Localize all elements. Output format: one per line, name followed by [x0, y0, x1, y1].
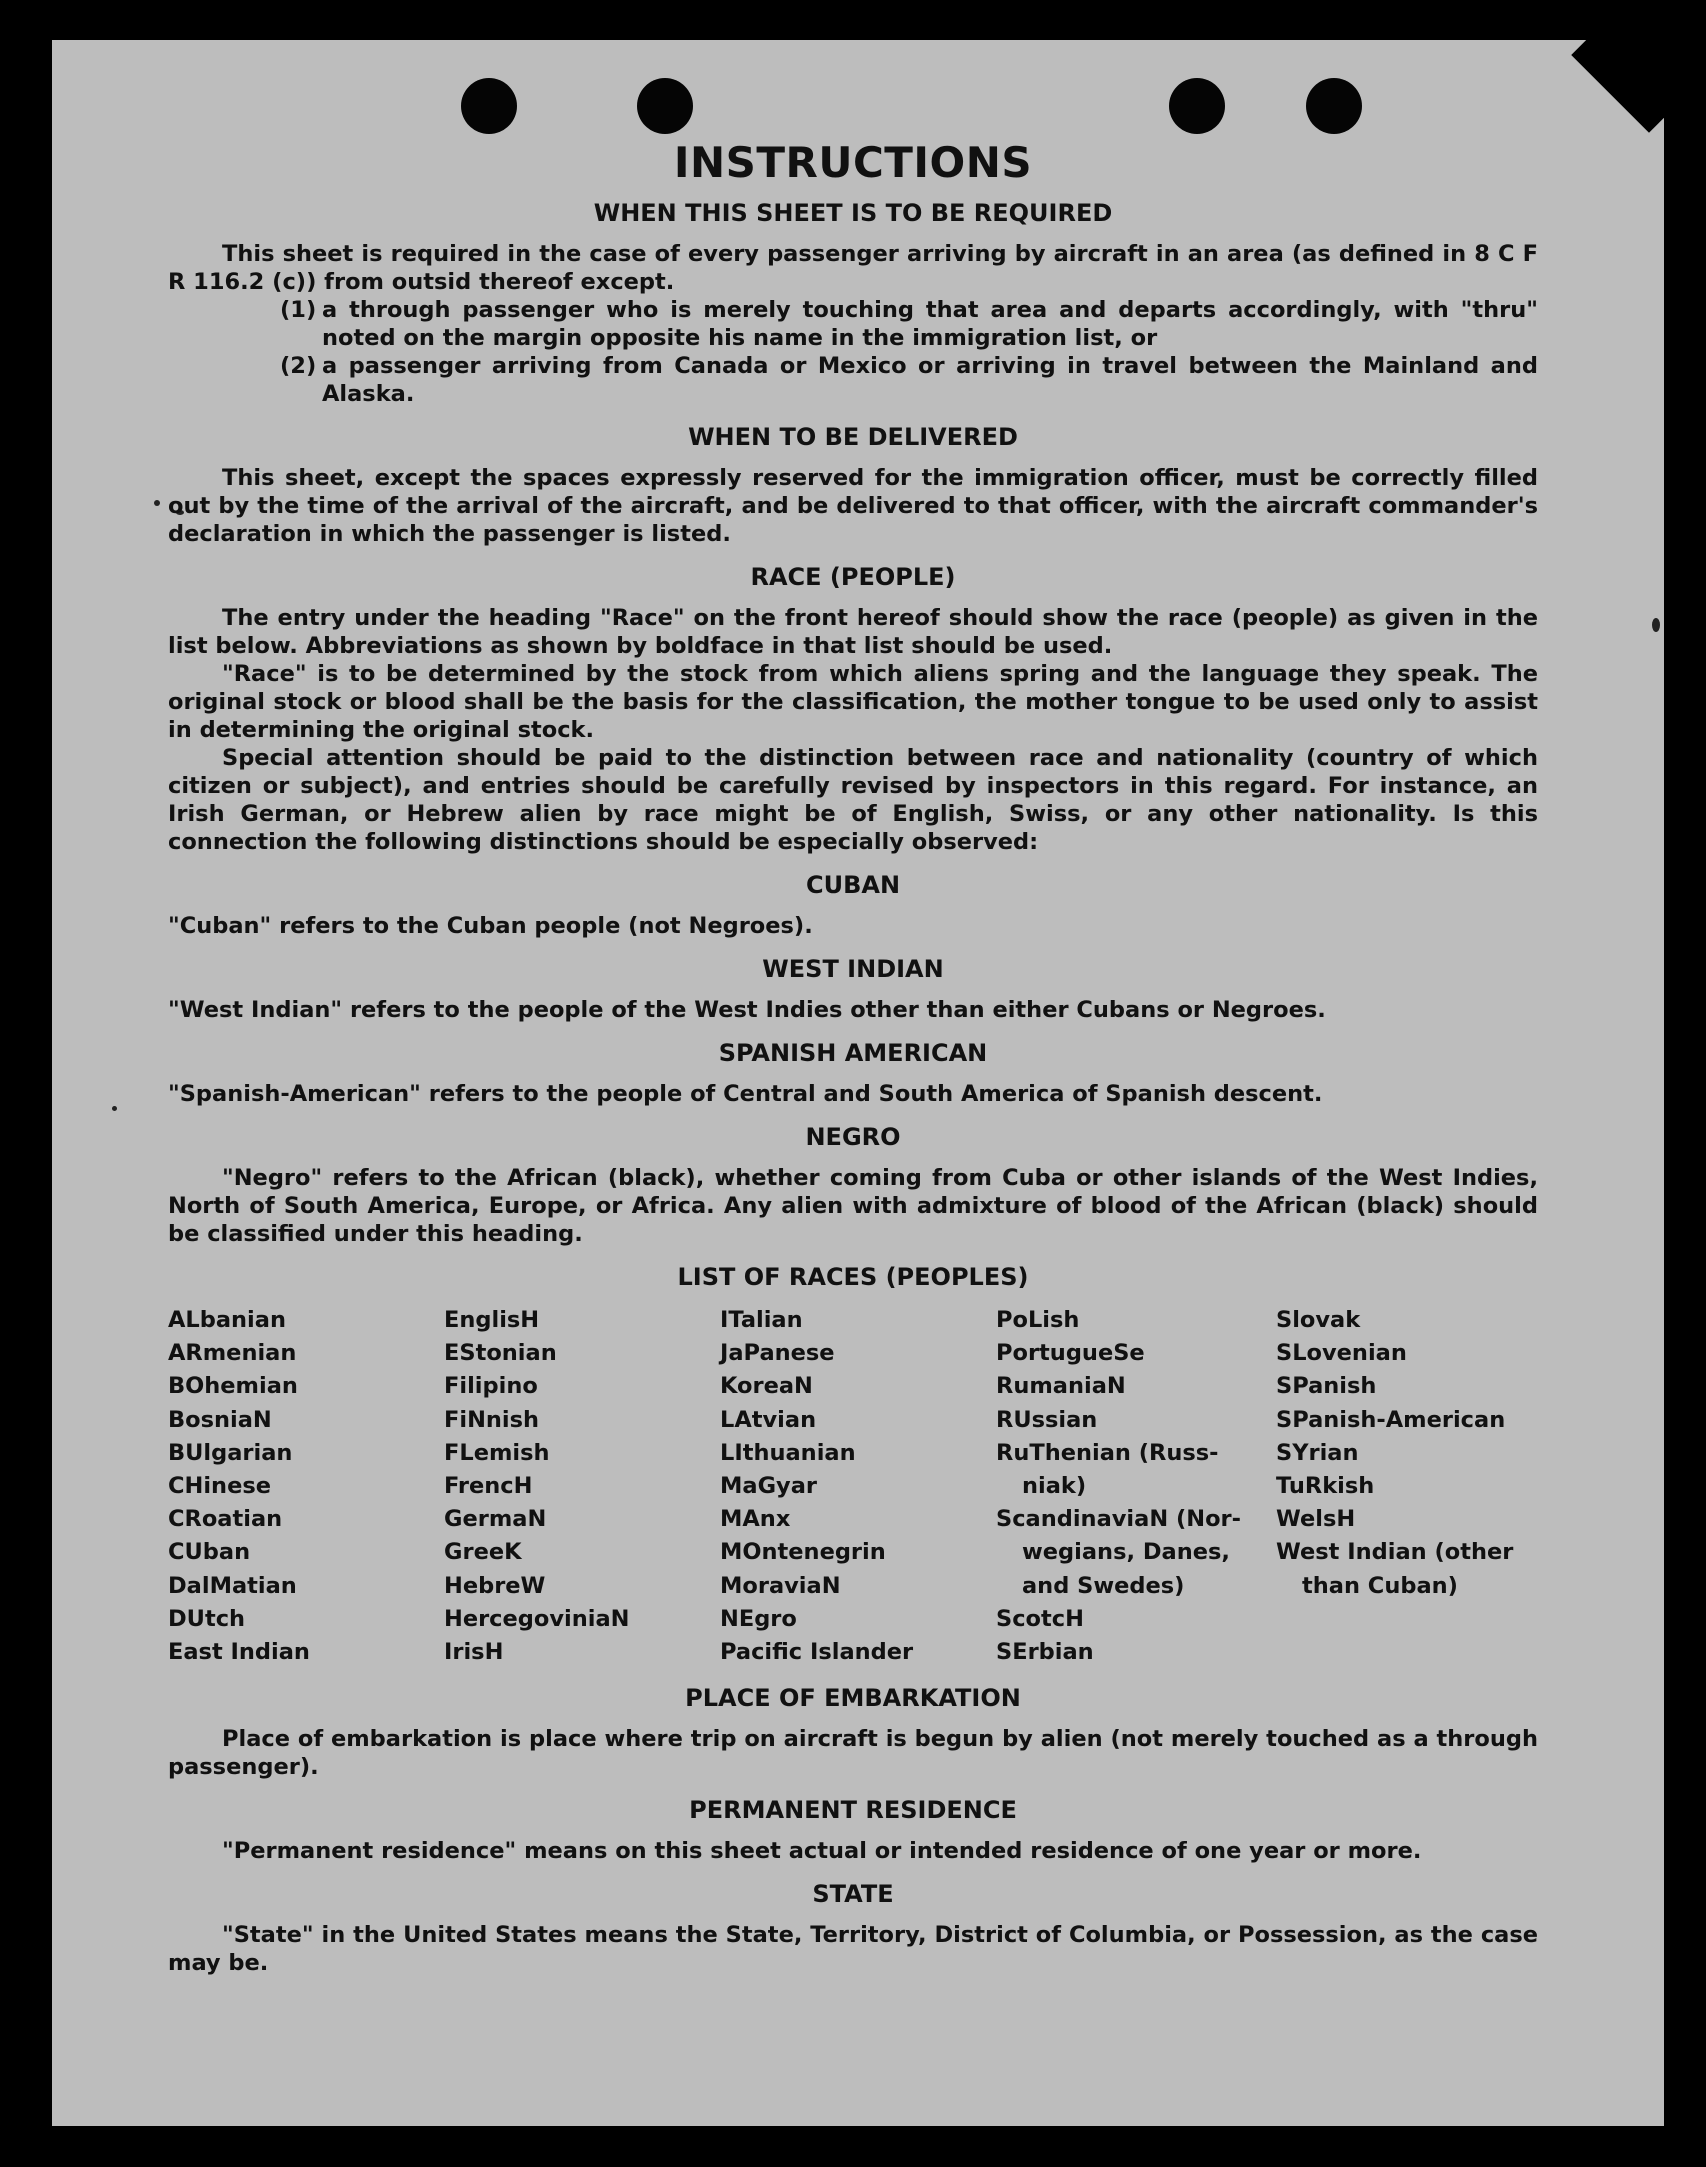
race-entry: MOntenegrin: [720, 1539, 886, 1566]
race-entry: niak): [1022, 1473, 1087, 1500]
races-list: [168, 1304, 1538, 1669]
race-entry: wegians, Danes,: [1022, 1539, 1230, 1566]
paragraph: Special attention should be paid to the distinction between race and nationality (country of which citizen or subject), and entries should be carefully revised by inspectors in this regard. For instance, an Irish German, or Hebrew alien by race might be of English, Swiss, or any other nationality. Is this connection the following distinctions should be especially observed:: [168, 745, 1538, 855]
races-column: [996, 1304, 1276, 1669]
race-entry: CHinese: [168, 1473, 271, 1500]
race-entry: Filipino: [444, 1373, 538, 1400]
ink-speck: [1652, 618, 1660, 632]
item-number: (2): [280, 353, 317, 379]
race-entry: than Cuban): [1302, 1572, 1458, 1599]
section-heading: WHEN THIS SHEET IS TO BE REQUIRED: [593, 199, 1113, 227]
race-entry: MAnx: [720, 1506, 791, 1533]
section-heading: SPANISH AMERICAN: [718, 1039, 988, 1067]
race-entry: LAtvian: [720, 1406, 817, 1433]
race-entry: HercegoviniaN: [444, 1605, 630, 1632]
paragraph: Place of embarkation is place where trip on aircraft is begun by alien (not merely touched as a through passenger).: [168, 1726, 1538, 1781]
race-entry: Pacific Islander: [720, 1639, 914, 1666]
race-entry: and Swedes): [1022, 1572, 1185, 1599]
section-heading: STATE: [812, 1880, 894, 1909]
folded-corner: [1571, 40, 1664, 133]
item-text: a passenger arriving from Canada or Mexico or arriving in travel between the Mainland and Alaska.: [322, 353, 1538, 407]
paragraph: "West Indian" refers to the people of the West Indies other than either Cubans or Negroes.: [168, 997, 1326, 1023]
paragraph: This sheet, except the spaces expressly reserved for the immigration officer, must be correctly filled out by the time of the arrival of the aircraft, and be delivered to that officer, with the aircraft commander's declaration in which the passenger is listed.: [168, 465, 1538, 547]
race-entry: SPanish-American: [1276, 1406, 1506, 1433]
race-entry: EStonian: [444, 1340, 557, 1367]
race-entry: EnglisH: [444, 1307, 540, 1333]
punch-hole: [637, 78, 693, 134]
race-entry: SErbian: [996, 1639, 1094, 1666]
race-entry: HebreW: [444, 1572, 546, 1599]
race-entry: East Indian: [168, 1639, 310, 1666]
race-entry: ScandinaviaN (Nor-: [996, 1506, 1241, 1533]
section-heading: PERMANENT RESIDENCE: [689, 1796, 1017, 1825]
race-entry: DUtch: [168, 1605, 246, 1632]
race-entry: BosniaN: [168, 1406, 272, 1433]
race-entry: GermaN: [444, 1506, 547, 1533]
race-entry: IrisH: [444, 1639, 504, 1666]
section-heading: WEST INDIAN: [762, 955, 944, 983]
ink-speck: [112, 1106, 117, 1111]
race-entry: DalMatian: [168, 1572, 297, 1599]
race-entry: BOhemian: [168, 1373, 298, 1400]
paragraph: "State" in the United States means the State, Territory, District of Columbia, or Possession, as the case may be.: [168, 1922, 1538, 1977]
race-entry: CUban: [168, 1539, 251, 1566]
paragraph: "Cuban" refers to the Cuban people (not Negroes).: [168, 913, 813, 939]
race-entry: PortugueSe: [996, 1340, 1145, 1367]
race-entry: GreeK: [444, 1539, 522, 1566]
races-column: [1276, 1304, 1538, 1669]
race-entry: RUssian: [996, 1406, 1098, 1433]
list-item: [280, 352, 1538, 408]
race-entry: SLovenian: [1276, 1340, 1407, 1367]
section-heading: NEGRO: [805, 1123, 901, 1151]
race-entry: TuRkish: [1276, 1473, 1375, 1500]
punch-hole: [461, 78, 517, 134]
section-heading: PLACE OF EMBARKATION: [685, 1684, 1021, 1713]
race-entry: ARmenian: [168, 1340, 297, 1367]
punch-hole: [1169, 78, 1225, 134]
document-sheet: [52, 40, 1664, 2126]
item-number: (1): [280, 297, 317, 323]
section-heading: WHEN TO BE DELIVERED: [688, 423, 1018, 451]
race-entry: MoraviaN: [720, 1572, 841, 1599]
page-title: INSTRUCTIONS: [673, 138, 1033, 187]
section-heading: RACE (PEOPLE): [750, 563, 956, 591]
paragraph: "Permanent residence" means on this sheet actual or intended residence of one year or more.: [222, 1838, 1422, 1865]
list-item: [280, 296, 1538, 352]
paragraph: "Negro" refers to the African (black), whether coming from Cuba or other islands of the West Indies, North of South America, Europe, or Africa. Any alien with admixture of blood of the African (black) should be classified under this heading.: [168, 1165, 1538, 1247]
item-text: a through passenger who is merely touching that area and departs accordingly, with "thru" noted on the margin opposite his name in the immigration list, or: [322, 297, 1538, 351]
race-entry: RuThenian (Russ-: [996, 1439, 1219, 1466]
races-column: [720, 1304, 996, 1669]
race-entry: JaPanese: [720, 1340, 835, 1367]
race-entry: CRoatian: [168, 1506, 283, 1533]
instructions-content: [168, 138, 1538, 1977]
paragraph: "Race" is to be determined by the stock from which aliens spring and the language they speak. The original stock or blood shall be the basis for the classification, the mother tongue to be used only to assist in determining the original stock.: [168, 661, 1538, 743]
ink-speck: [154, 500, 160, 506]
race-entry: WelsH: [1276, 1506, 1356, 1533]
section-heading: CUBAN: [805, 871, 901, 899]
race-entry: LIthuanian: [720, 1439, 856, 1466]
race-entry: FLemish: [444, 1439, 550, 1466]
race-entry: MaGyar: [720, 1473, 817, 1500]
paragraph: This sheet is required in the case of every passenger arriving by aircraft in an area (as defined in 8 C F R 116.2 (c)) from outsid thereof except.: [168, 241, 1538, 295]
race-entry: FiNnish: [444, 1406, 540, 1433]
race-entry: PoLish: [996, 1307, 1080, 1333]
race-entry: ScotcH: [996, 1605, 1084, 1632]
races-column: [168, 1304, 444, 1669]
race-entry: SYrian: [1276, 1439, 1359, 1466]
punch-hole: [1306, 78, 1362, 134]
race-entry: FrencH: [444, 1473, 533, 1500]
paragraph: "Spanish-American" refers to the people of Central and South America of Spanish descent.: [168, 1081, 1323, 1107]
race-entry: ALbanian: [168, 1307, 286, 1333]
race-entry: West Indian (other: [1276, 1539, 1514, 1566]
race-entry: BUlgarian: [168, 1439, 293, 1466]
race-entry: NEgro: [720, 1605, 797, 1632]
races-column: [444, 1304, 720, 1669]
paragraph: The entry under the heading "Race" on the front hereof should show the race (people) as given in the list below. Abbreviations as shown by boldface in that list should be used.: [168, 605, 1538, 659]
race-entry: KoreaN: [720, 1373, 813, 1400]
race-entry: ITalian: [720, 1307, 803, 1333]
section-heading: LIST OF RACES (PEOPLES): [677, 1263, 1029, 1291]
race-entry: SPanish: [1276, 1373, 1377, 1400]
race-entry: RumaniaN: [996, 1373, 1126, 1400]
race-entry: Slovak: [1276, 1307, 1361, 1333]
